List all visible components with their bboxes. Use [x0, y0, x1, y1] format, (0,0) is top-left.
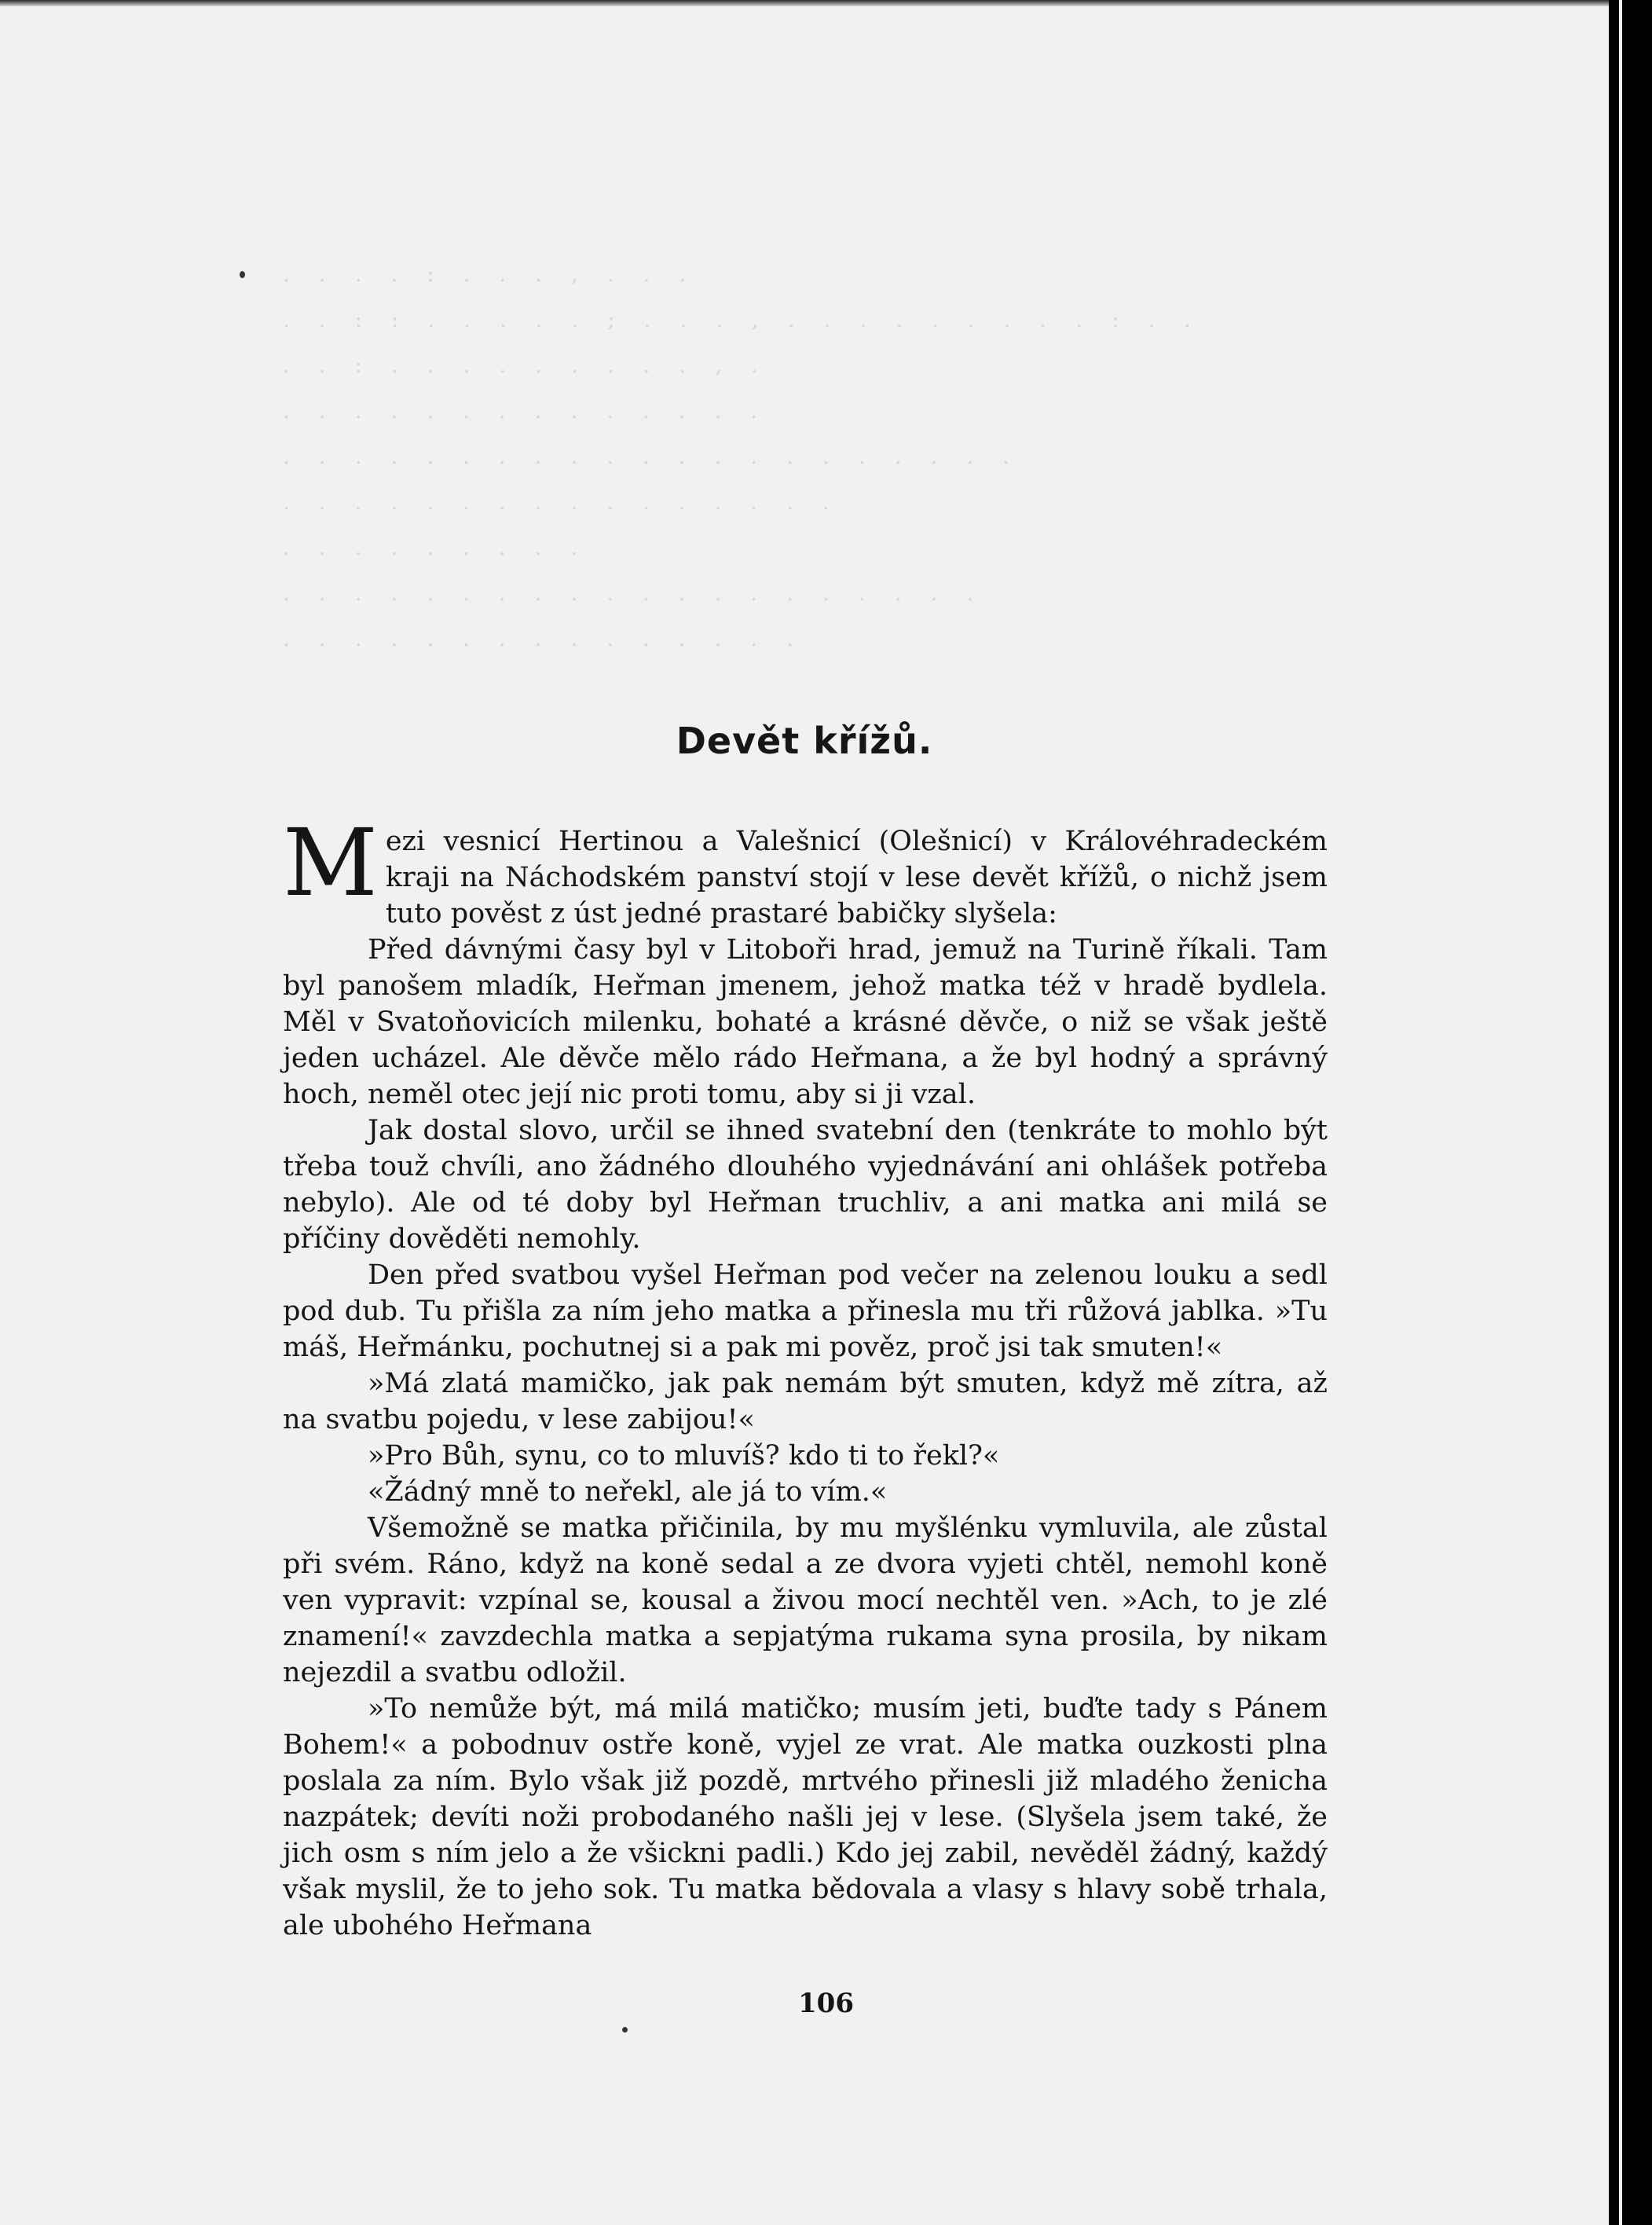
- page-number: 106: [798, 1988, 854, 2019]
- drop-cap: M: [283, 808, 378, 917]
- scan-right-edge: [1609, 0, 1652, 2225]
- chapter-title: Devět křížů.: [676, 720, 933, 762]
- paragraph: »Pro Bůh, synu, co to mluvíš? kdo ti to řekl?«: [368, 1440, 1000, 1472]
- scan-top-edge: [0, 0, 1652, 6]
- scan-speck: [240, 271, 245, 278]
- scan-speck: [622, 2027, 628, 2033]
- paragraph: Den před svatbou vyšel Heřman pod večer na zelenou louku a sedl pod dub. Tu přišla za ním jeho matka a přinesla mu tři růžová jablka. »Tu máš, Heřmánku, pochutnej si a pak mi pověz, proč jsi tak smuten!«: [283, 1259, 1328, 1363]
- paragraph: [283, 808, 1328, 932]
- body-text: [283, 808, 1328, 1944]
- paragraph: Všemožně se matka přičinila, by mu myšlénku vymluvila, ale zůstal při svém. Ráno, když na koně sedal a ze dvora vyjeti chtěl, nemohl koně ven vypravit: vzpínal se, kousal a živou mocí nechtěl ven. »Ach, to je zlé znamení!« zavzdechla matka a sepjatýma rukama syna prosila, by nikam nejezdil a svatbu odložil.: [283, 1512, 1328, 1688]
- paragraph: »Má zlatá mamičko, jak pak nemám být smuten, když mě zítra, až na svatbu pojedu, v lese zabijou!«: [283, 1368, 1328, 1435]
- paragraph-text: ezi vesnicí Hertinou a Valešnicí (Olešnicí) v Královéhradeckém kraji na Náchodském panství stojí v lese devět křížů, o nichž jsem tuto pověst z úst jedné prastaré babičky slyšela:: [385, 826, 1328, 929]
- paragraph: Jak dostal slovo, určil se ihned svatební den (tenkráte to mohlo být třeba touž chvíli, ano žádného dlouhého vyjednávání ani ohlášek potřeba nebylo). Ale od té doby byl Heřman truchliv, a ani matka ani milá se příčiny dověděti nemohly.: [283, 1115, 1328, 1255]
- paragraph: »To nemůže být, má milá matičko; musím jeti, buďte tady s Pánem Bohem!« a pobodnuv ostře koně, vyjel ze vrat. Ale matka ouzkosti plna poslala za ním. Bylo však již pozdě, mrtvého přinesli již mladého ženicha nazpátek; devíti noži probodaného našli jej v lese. (Slyšela jsem také, že jich osm s ním jelo a že všickni padli.) Kdo jej zabil, nevěděl žádný, každý však myslil, že to jeho sok. Tu matka bědovala a vlasy s hlavy sobě trhala, ale ubohého Heřmana: [283, 1693, 1328, 1941]
- bleed-through-text: . . . . : . . . , . . . . . : : . . . . . ; . . . , . . . . . . . . . : . . . . : . . . . . . . . . , . . . . . . . . . . . . . . . . . . . . . . . . . . . . . . . . . . . . . . . . . . . . . . . . . . . . . . . . . . . . . . . . . . . . . . . . . . . . . . . . . . . . . . . . . . . . . . . .: [283, 261, 1203, 651]
- paragraph: «Žádný mně to neřekl, ale já to vím.«: [368, 1476, 888, 1508]
- scan-edge-line: [1619, 0, 1622, 2225]
- paragraph: Před dávnými časy byl v Litoboři hrad, jemuž na Turině říkali. Tam byl panošem mladík, Heřman jmenem, jehož matka též v hradě bydlela. Měl v Svatoňovicích milenku, bohaté a krásné děvče, o niž se však ještě jeden ucházel. Ale děvče mělo rádo Heřmana, a že byl hodný a správný hoch, neměl otec její nic proti tomu, aby si ji vzal.: [283, 934, 1328, 1110]
